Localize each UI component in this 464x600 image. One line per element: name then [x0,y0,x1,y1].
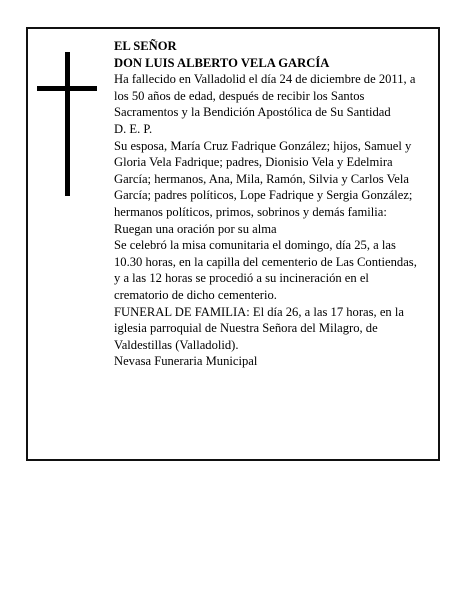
latin-cross-icon [37,52,97,196]
title-line-1: EL SEÑOR [114,39,177,53]
mass-details: Se celebró la misa comunitaria el domingo, día 25, a las 10.30 horas, en la capilla del cementerio de Las Contiendas, y a las 12 horas se procedió a su incineración en el crematorio de dicho cementerio. [114,238,417,302]
rip-line: D. E. P. [114,121,153,136]
death-announcement: Ha fallecido en Valladolid el día 24 de diciembre de 2011, a los 50 años de edad, después de recibir los Santos Sacramentos y la Bendición Apostólica de Su Santidad [114,72,416,120]
family-list: Su esposa, María Cruz Fadrique González; hijos, Samuel y Gloria Vela Fadrique; padres, Dionisio Vela y Edelmira García; hermanos, Ana, Mila, Ramón, Silvia y Carlos Vela García; padres políticos, Lope Fadrique y Sergia González; hermanos políticos, primos, sobrinos y demás familia: [114,138,413,219]
funeral-details: FUNERAL DE FAMILIA: El día 26, a las 17 horas, en la iglesia parroquial de Nuestra Señora del Milagro, de Valdestillas (Valladolid). [114,304,404,352]
funeral-home: Nevasa Funeraria Municipal [114,354,258,369]
prayer-request: Ruegan una oración por su alma [114,221,277,236]
deceased-name: DON LUIS ALBERTO VELA GARCÍA [114,55,330,70]
obituary-text [114,38,424,370]
